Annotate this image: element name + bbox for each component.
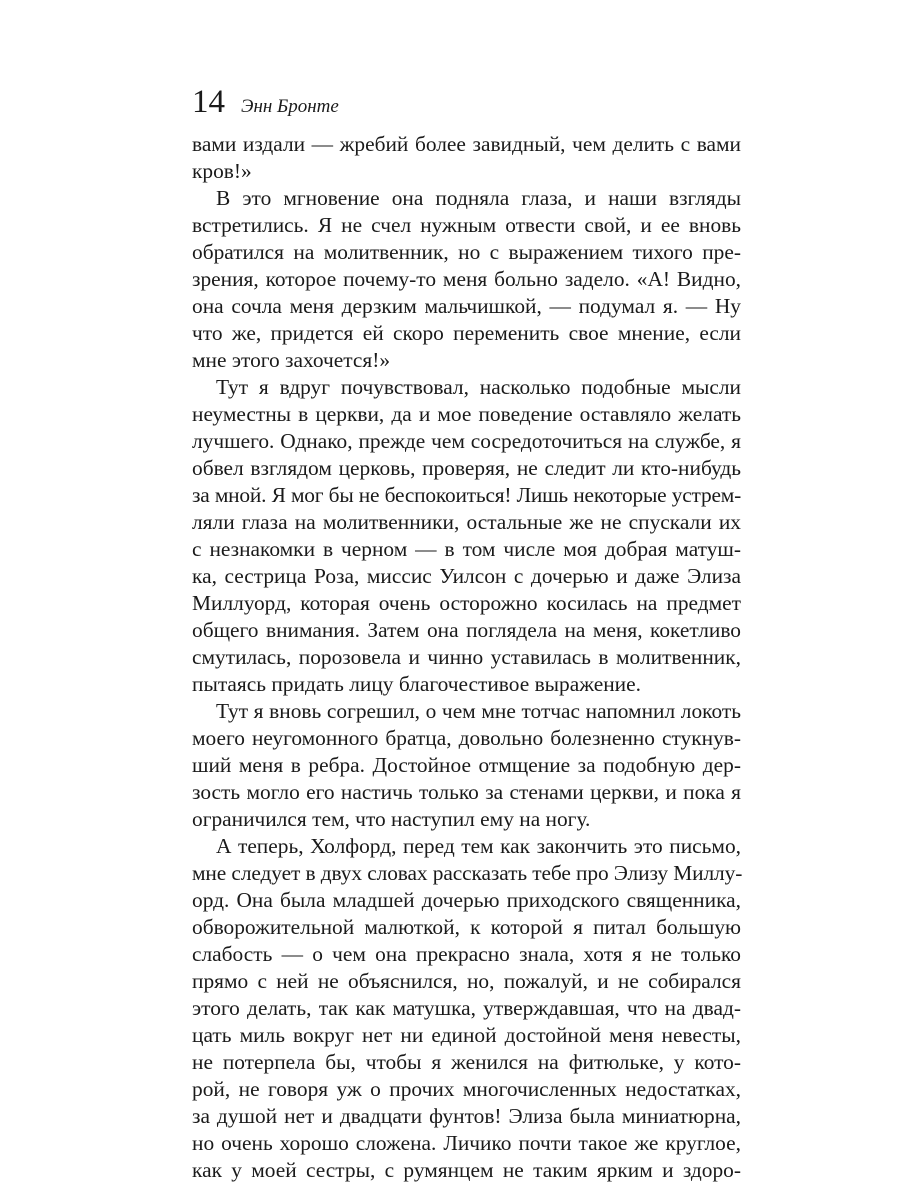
text-line: смутилась, порозовела и чинно уставилась в молитвенник, bbox=[192, 645, 741, 669]
text-line: мне этого захочется!» bbox=[192, 348, 391, 372]
text-line: ограничился тем, что наступил ему на ногу. bbox=[192, 807, 591, 831]
text-line: она сочла меня дерзким мальчишкой, — подумал я. — Ну bbox=[192, 294, 741, 318]
text-line: моего неугомонного братца, довольно болезненно стукнув- bbox=[192, 726, 741, 750]
text-line: этого делать, так как матушка, утверждавшая, что на двад- bbox=[192, 996, 741, 1020]
running-title: Энн Бронте bbox=[241, 96, 339, 117]
text-line: Тут я вдруг почувствовал, насколько подобные мысли bbox=[216, 375, 741, 399]
text-line: встретились. Я не счел нужным отвести свой, и ее вновь bbox=[192, 213, 741, 237]
text-line: слабость — о чем она прекрасно знала, хотя я не только bbox=[192, 942, 741, 966]
text-line: А теперь, Холфорд, перед тем как закончить это письмо, bbox=[216, 834, 741, 858]
text-line: Тут я вновь согрешил, о чем мне тотчас напомнил локоть bbox=[216, 699, 741, 723]
text-line: лучшего. Однако, прежде чем сосредоточиться на службе, я bbox=[192, 429, 741, 453]
text-line: пытаясь придать лицу благочестивое выражение. bbox=[192, 672, 641, 696]
text-line: обвел взглядом церковь, проверяя, не следит ли кто-нибудь bbox=[192, 456, 741, 480]
text-line: общего внимания. Затем она поглядела на меня, кокетливо bbox=[192, 618, 741, 642]
text-line: ляли глаза на молитвенники, остальные же не спускали их bbox=[192, 510, 741, 534]
body-text bbox=[192, 131, 741, 1184]
text-line: обворожительной малюткой, к которой я питал большую bbox=[192, 915, 741, 939]
text-line: рой, не говоря уж о прочих многочисленных недостатках, bbox=[192, 1077, 741, 1101]
text-line: зость могло его настичь только за стенами церкви, и пока я bbox=[192, 780, 741, 804]
text-line: Миллуорд, которая очень осторожно косилась на предмет bbox=[192, 591, 741, 615]
text-line: зрения, которое почему-то меня больно задело. «А! Видно, bbox=[192, 267, 741, 291]
text-line: за душой нет и двадцати фунтов! Элиза была миниатюрна, bbox=[192, 1104, 741, 1128]
text-line: как у моей сестры, с румянцем не таким ярким и здоро- bbox=[192, 1158, 741, 1182]
text-line: ший меня в ребра. Достойное отмщение за подобную дер- bbox=[192, 753, 741, 777]
text-line: вами издали — жребий более завидный, чем делить с вами bbox=[192, 132, 741, 156]
text-line: за мной. Я мог бы не беспокоиться! Лишь некоторые устрем- bbox=[192, 483, 741, 507]
text-line: мне следует в двух словах рассказать тебе про Элизу Миллу- bbox=[192, 861, 743, 885]
text-line: прямо с ней не объяснился, но, пожалуй, и не собирался bbox=[192, 969, 741, 993]
running-head bbox=[192, 82, 339, 126]
text-line: с незнакомки в черном — в том числе моя добрая матуш- bbox=[192, 537, 741, 561]
text-line: не потерпела бы, чтобы я женился на фитюльке, у кото- bbox=[192, 1050, 741, 1074]
text-line: но очень хорошо сложена. Личико почти такое же круглое, bbox=[192, 1131, 741, 1155]
text-line: ка, сестрица Роза, миссис Уилсон с дочерью и даже Элиза bbox=[192, 564, 741, 588]
text-line: В это мгновение она подняла глаза, и наши взгляды bbox=[216, 186, 741, 210]
text-line: кров!» bbox=[192, 159, 252, 183]
text-line: орд. Она была младшей дочерью приходского священника, bbox=[192, 888, 741, 912]
text-line: обратился на молитвенник, но с выражением тихого пре- bbox=[192, 240, 741, 264]
text-line: что же, придется ей скоро переменить свое мнение, если bbox=[192, 321, 741, 345]
text-line: цать миль вокруг нет ни единой достойной меня невесты, bbox=[192, 1023, 741, 1047]
text-line: неуместны в церкви, да и мое поведение оставляло желать bbox=[192, 402, 741, 426]
page-number: 14 bbox=[192, 84, 225, 120]
